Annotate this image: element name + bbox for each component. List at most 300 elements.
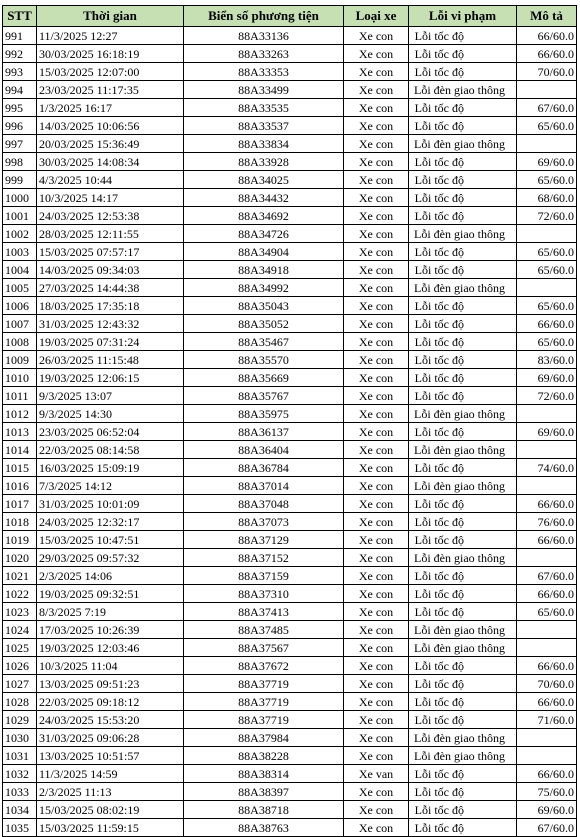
row-time: 15/03/2025 08:02:19: [37, 801, 184, 819]
row-plate: 88A34904: [184, 243, 344, 261]
row-violation: [409, 153, 517, 171]
row-time: 23/03/2025 11:17:35: [37, 81, 184, 99]
violation-label: Lỗi tốc độ: [414, 568, 464, 583]
row-plate: 88A35975: [184, 405, 344, 423]
row-vehicle-type: Xe con: [344, 441, 409, 459]
row-violation: [409, 45, 517, 63]
row-time: 15/03/2025 11:59:15: [37, 819, 184, 837]
table-row: [3, 675, 577, 693]
row-stt: 1015: [3, 459, 37, 477]
row-stt: 1020: [3, 549, 37, 567]
row-stt: 995: [3, 99, 37, 117]
row-description: [517, 621, 577, 639]
row-description: [517, 477, 577, 495]
row-plate: 88A33499: [184, 81, 344, 99]
table-header-row: [3, 6, 577, 27]
violation-label: Lỗi tốc độ: [414, 190, 464, 205]
table-row: [3, 549, 577, 567]
row-vehicle-type: Xe con: [344, 567, 409, 585]
table-row: [3, 531, 577, 549]
row-stt: 1014: [3, 441, 37, 459]
row-time: 31/03/2025 09:06:28: [37, 729, 184, 747]
row-plate: 88A37485: [184, 621, 344, 639]
row-stt: 1008: [3, 333, 37, 351]
row-plate: 88A34726: [184, 225, 344, 243]
table-row: [3, 117, 577, 135]
row-description: 67/60.0: [517, 819, 577, 837]
row-violation: [409, 63, 517, 81]
row-plate: 88A35052: [184, 315, 344, 333]
row-time: 24/03/2025 12:32:17: [37, 513, 184, 531]
row-violation: [409, 801, 517, 819]
row-violation: [409, 675, 517, 693]
row-violation: [409, 657, 517, 675]
row-stt: 1023: [3, 603, 37, 621]
row-plate: 88A37152: [184, 549, 344, 567]
row-plate: 88A33353: [184, 63, 344, 81]
row-plate: 88A33136: [184, 27, 344, 45]
row-plate: 88A37567: [184, 639, 344, 657]
row-time: 28/03/2025 12:11:55: [37, 225, 184, 243]
row-vehicle-type: Xe con: [344, 99, 409, 117]
violation-label: Lỗi đèn giao thông: [414, 226, 505, 241]
table-row: [3, 153, 577, 171]
row-plate: 88A33834: [184, 135, 344, 153]
table-row: [3, 135, 577, 153]
row-plate: 88A37048: [184, 495, 344, 513]
row-vehicle-type: Xe con: [344, 387, 409, 405]
row-time: 14/03/2025 09:34:03: [37, 261, 184, 279]
row-time: 11/3/2025 12:27: [37, 27, 184, 45]
row-plate: 88A33263: [184, 45, 344, 63]
row-violation: [409, 549, 517, 567]
violation-label: Lỗi tốc độ: [414, 352, 464, 367]
row-description: [517, 747, 577, 765]
row-stt: 1035: [3, 819, 37, 837]
row-violation: [409, 603, 517, 621]
row-time: 15/03/2025 10:47:51: [37, 531, 184, 549]
row-description: [517, 729, 577, 747]
row-stt: 993: [3, 63, 37, 81]
row-description: 66/60.0: [517, 531, 577, 549]
row-violation: [409, 207, 517, 225]
row-vehicle-type: Xe con: [344, 153, 409, 171]
row-time: 20/03/2025 15:36:49: [37, 135, 184, 153]
row-stt: 1019: [3, 531, 37, 549]
table-row: [3, 711, 577, 729]
row-plate: 88A34992: [184, 279, 344, 297]
row-stt: 1005: [3, 279, 37, 297]
table-row: [3, 63, 577, 81]
table-row: [3, 351, 577, 369]
row-stt: 1027: [3, 675, 37, 693]
row-violation: [409, 315, 517, 333]
row-description: 71/60.0: [517, 711, 577, 729]
row-violation: [409, 783, 517, 801]
row-vehicle-type: Xe con: [344, 621, 409, 639]
violation-label: Lỗi đèn giao thông: [414, 82, 505, 97]
row-stt: 1025: [3, 639, 37, 657]
row-violation: [409, 711, 517, 729]
row-vehicle-type: Xe con: [344, 639, 409, 657]
row-description: 74/60.0: [517, 459, 577, 477]
row-time: 24/03/2025 15:53:20: [37, 711, 184, 729]
row-description: [517, 81, 577, 99]
violation-label: Lỗi đèn giao thông: [414, 442, 505, 457]
violation-label: Lỗi đèn giao thông: [414, 622, 505, 637]
row-description: 83/60.0: [517, 351, 577, 369]
row-violation: [409, 225, 517, 243]
row-plate: 88A33928: [184, 153, 344, 171]
violation-label: Lỗi tốc độ: [414, 766, 464, 781]
row-plate: 88A37672: [184, 657, 344, 675]
row-description: 69/60.0: [517, 801, 577, 819]
row-description: 65/60.0: [517, 243, 577, 261]
row-description: 75/60.0: [517, 783, 577, 801]
row-stt: 1029: [3, 711, 37, 729]
table-row: [3, 441, 577, 459]
row-vehicle-type: Xe con: [344, 279, 409, 297]
table-row: [3, 279, 577, 297]
row-description: 70/60.0: [517, 63, 577, 81]
row-stt: 999: [3, 171, 37, 189]
row-stt: 1007: [3, 315, 37, 333]
row-stt: 994: [3, 81, 37, 99]
row-plate: 88A37310: [184, 585, 344, 603]
table-row: [3, 405, 577, 423]
row-vehicle-type: Xe con: [344, 531, 409, 549]
row-time: 8/3/2025 7:19: [37, 603, 184, 621]
violation-label: Lỗi tốc độ: [414, 820, 464, 835]
row-violation: [409, 99, 517, 117]
row-stt: 1004: [3, 261, 37, 279]
row-stt: 1022: [3, 585, 37, 603]
row-time: 16/03/2025 15:09:19: [37, 459, 184, 477]
table-row: [3, 315, 577, 333]
row-plate: 88A37014: [184, 477, 344, 495]
row-stt: 1013: [3, 423, 37, 441]
row-vehicle-type: Xe con: [344, 783, 409, 801]
row-plate: 88A36137: [184, 423, 344, 441]
row-stt: 1016: [3, 477, 37, 495]
table-row: [3, 423, 577, 441]
row-plate: 88A38228: [184, 747, 344, 765]
row-description: 67/60.0: [517, 99, 577, 117]
row-time: 1/3/2025 16:17: [37, 99, 184, 117]
table-row: [3, 333, 577, 351]
row-vehicle-type: Xe con: [344, 549, 409, 567]
row-description: [517, 135, 577, 153]
table-row: [3, 171, 577, 189]
table-row: [3, 801, 577, 819]
table-row: [3, 243, 577, 261]
row-description: 65/60.0: [517, 603, 577, 621]
row-time: 9/3/2025 14:30: [37, 405, 184, 423]
table-row: [3, 729, 577, 747]
row-description: 65/60.0: [517, 333, 577, 351]
row-plate: 88A35043: [184, 297, 344, 315]
row-plate: 88A37073: [184, 513, 344, 531]
row-stt: 991: [3, 27, 37, 45]
violation-label: Lỗi tốc độ: [414, 460, 464, 475]
row-vehicle-type: Xe con: [344, 297, 409, 315]
row-description: 70/60.0: [517, 675, 577, 693]
row-time: 17/03/2025 10:26:39: [37, 621, 184, 639]
row-vehicle-type: Xe con: [344, 333, 409, 351]
row-vehicle-type: Xe van: [344, 765, 409, 783]
table-row: [3, 99, 577, 117]
row-violation: [409, 333, 517, 351]
row-violation: [409, 27, 517, 45]
violation-label: Lỗi tốc độ: [414, 694, 464, 709]
row-vehicle-type: Xe con: [344, 207, 409, 225]
row-time: 11/3/2025 14:59: [37, 765, 184, 783]
row-time: 14/03/2025 10:06:56: [37, 117, 184, 135]
row-vehicle-type: Xe con: [344, 45, 409, 63]
table-row: [3, 513, 577, 531]
row-vehicle-type: Xe con: [344, 351, 409, 369]
row-plate: 88A33537: [184, 117, 344, 135]
row-vehicle-type: Xe con: [344, 603, 409, 621]
violation-label: Lỗi tốc độ: [414, 28, 464, 43]
violation-label: Lỗi tốc độ: [414, 802, 464, 817]
row-time: 18/03/2025 17:35:18: [37, 297, 184, 315]
row-time: 2/3/2025 11:13: [37, 783, 184, 801]
row-stt: 992: [3, 45, 37, 63]
violation-label: Lỗi đèn giao thông: [414, 478, 505, 493]
row-vehicle-type: Xe con: [344, 675, 409, 693]
row-description: [517, 225, 577, 243]
row-description: 69/60.0: [517, 369, 577, 387]
row-stt: 1011: [3, 387, 37, 405]
row-time: 10/3/2025 11:04: [37, 657, 184, 675]
row-plate: 88A33535: [184, 99, 344, 117]
row-violation: [409, 387, 517, 405]
row-vehicle-type: Xe con: [344, 261, 409, 279]
row-description: 65/60.0: [517, 171, 577, 189]
row-violation: [409, 441, 517, 459]
row-time: 10/3/2025 14:17: [37, 189, 184, 207]
row-description: 65/60.0: [517, 261, 577, 279]
row-vehicle-type: Xe con: [344, 315, 409, 333]
row-stt: 1018: [3, 513, 37, 531]
row-stt: 1034: [3, 801, 37, 819]
row-violation: [409, 621, 517, 639]
row-stt: 1026: [3, 657, 37, 675]
violation-label: Lỗi tốc độ: [414, 316, 464, 331]
table-row: [3, 369, 577, 387]
row-time: 4/3/2025 10:44: [37, 171, 184, 189]
row-time: 9/3/2025 13:07: [37, 387, 184, 405]
row-violation: [409, 567, 517, 585]
row-violation: [409, 585, 517, 603]
row-vehicle-type: Xe con: [344, 189, 409, 207]
row-violation: [409, 369, 517, 387]
row-stt: 1009: [3, 351, 37, 369]
row-time: 29/03/2025 09:57:32: [37, 549, 184, 567]
violation-label: Lỗi tốc độ: [414, 712, 464, 727]
row-stt: 1017: [3, 495, 37, 513]
row-vehicle-type: Xe con: [344, 729, 409, 747]
row-violation: [409, 171, 517, 189]
violation-label: Lỗi tốc độ: [414, 262, 464, 277]
violation-label: Lỗi tốc độ: [414, 298, 464, 313]
row-vehicle-type: Xe con: [344, 711, 409, 729]
table-row: [3, 45, 577, 63]
row-time: 22/03/2025 09:18:12: [37, 693, 184, 711]
table-row: [3, 585, 577, 603]
row-stt: 1031: [3, 747, 37, 765]
table-row: [3, 639, 577, 657]
violation-label: Lỗi tốc độ: [414, 208, 464, 223]
violation-table: [2, 5, 577, 837]
row-time: 15/03/2025 12:07:00: [37, 63, 184, 81]
row-description: 67/60.0: [517, 567, 577, 585]
row-violation: [409, 81, 517, 99]
row-plate: 88A35767: [184, 387, 344, 405]
row-description: 66/60.0: [517, 495, 577, 513]
row-description: 65/60.0: [517, 117, 577, 135]
table-row: [3, 27, 577, 45]
row-violation: [409, 693, 517, 711]
row-violation: [409, 513, 517, 531]
row-plate: 88A38763: [184, 819, 344, 837]
row-violation: [409, 279, 517, 297]
row-time: 26/03/2025 11:15:48: [37, 351, 184, 369]
row-time: 31/03/2025 10:01:09: [37, 495, 184, 513]
row-vehicle-type: Xe con: [344, 819, 409, 837]
row-description: [517, 639, 577, 657]
violation-label: Lỗi tốc độ: [414, 424, 464, 439]
row-stt: 1001: [3, 207, 37, 225]
row-description: 72/60.0: [517, 207, 577, 225]
row-vehicle-type: Xe con: [344, 171, 409, 189]
violation-label: Lỗi tốc độ: [414, 172, 464, 187]
row-plate: 88A37159: [184, 567, 344, 585]
row-plate: 88A37719: [184, 693, 344, 711]
row-stt: 1003: [3, 243, 37, 261]
violation-label: Lỗi đèn giao thông: [414, 730, 505, 745]
row-plate: 88A37984: [184, 729, 344, 747]
violation-label: Lỗi tốc độ: [414, 784, 464, 799]
violation-label: Lỗi đèn giao thông: [414, 136, 505, 151]
table-row: [3, 765, 577, 783]
row-violation: [409, 117, 517, 135]
violation-label: Lỗi đèn giao thông: [414, 550, 505, 565]
row-time: 27/03/2025 14:44:38: [37, 279, 184, 297]
row-time: 24/03/2025 12:53:38: [37, 207, 184, 225]
row-plate: 88A37719: [184, 711, 344, 729]
row-description: 68/60.0: [517, 189, 577, 207]
table-row: [3, 189, 577, 207]
row-violation: [409, 531, 517, 549]
row-stt: 1024: [3, 621, 37, 639]
row-description: 66/60.0: [517, 585, 577, 603]
row-vehicle-type: Xe con: [344, 693, 409, 711]
row-description: [517, 279, 577, 297]
header-plate: Biển số phương tiện: [184, 6, 344, 27]
violation-label: Lỗi đèn giao thông: [414, 640, 505, 655]
row-violation: [409, 189, 517, 207]
row-violation: [409, 351, 517, 369]
row-violation: [409, 747, 517, 765]
table-row: [3, 603, 577, 621]
row-vehicle-type: Xe con: [344, 81, 409, 99]
row-plate: 88A36404: [184, 441, 344, 459]
row-vehicle-type: Xe con: [344, 405, 409, 423]
violation-label: Lỗi tốc độ: [414, 514, 464, 529]
row-plate: 88A37719: [184, 675, 344, 693]
row-time: 22/03/2025 08:14:58: [37, 441, 184, 459]
row-description: 69/60.0: [517, 153, 577, 171]
row-stt: 1032: [3, 765, 37, 783]
header-stt: STT: [3, 6, 37, 27]
row-vehicle-type: Xe con: [344, 477, 409, 495]
row-stt: 996: [3, 117, 37, 135]
table-row: [3, 567, 577, 585]
row-time: 19/03/2025 07:31:24: [37, 333, 184, 351]
row-violation: [409, 819, 517, 837]
row-vehicle-type: Xe con: [344, 225, 409, 243]
violation-label: Lỗi tốc độ: [414, 244, 464, 259]
row-time: 30/03/2025 14:08:34: [37, 153, 184, 171]
row-plate: 88A37129: [184, 531, 344, 549]
violation-label: Lỗi tốc độ: [414, 334, 464, 349]
violation-label: Lỗi đèn giao thông: [414, 280, 505, 295]
row-description: 66/60.0: [517, 27, 577, 45]
row-vehicle-type: Xe con: [344, 63, 409, 81]
table-row: [3, 207, 577, 225]
table-row: [3, 81, 577, 99]
row-time: 30/03/2025 16:18:19: [37, 45, 184, 63]
row-time: 23/03/2025 06:52:04: [37, 423, 184, 441]
table-row: [3, 819, 577, 837]
row-stt: 1033: [3, 783, 37, 801]
row-description: 66/60.0: [517, 657, 577, 675]
violation-label: Lỗi tốc độ: [414, 604, 464, 619]
row-plate: 88A34432: [184, 189, 344, 207]
table-row: [3, 261, 577, 279]
row-time: 31/03/2025 12:43:32: [37, 315, 184, 333]
violation-label: Lỗi tốc độ: [414, 64, 464, 79]
row-plate: 88A34692: [184, 207, 344, 225]
row-description: [517, 549, 577, 567]
row-stt: 1010: [3, 369, 37, 387]
row-stt: 1030: [3, 729, 37, 747]
row-stt: 1012: [3, 405, 37, 423]
row-description: 69/60.0: [517, 423, 577, 441]
row-violation: [409, 405, 517, 423]
row-stt: 1006: [3, 297, 37, 315]
table-row: [3, 495, 577, 513]
header-time: Thời gian: [37, 6, 184, 27]
violation-label: Lỗi tốc độ: [414, 154, 464, 169]
row-vehicle-type: Xe con: [344, 459, 409, 477]
row-time: 2/3/2025 14:06: [37, 567, 184, 585]
row-vehicle-type: Xe con: [344, 585, 409, 603]
row-time: 19/03/2025 09:32:51: [37, 585, 184, 603]
row-violation: [409, 297, 517, 315]
row-vehicle-type: Xe con: [344, 135, 409, 153]
row-description: 76/60.0: [517, 513, 577, 531]
row-vehicle-type: Xe con: [344, 513, 409, 531]
table-row: [3, 747, 577, 765]
violation-label: Lỗi tốc độ: [414, 586, 464, 601]
row-plate: 88A37413: [184, 603, 344, 621]
row-time: 13/03/2025 09:51:23: [37, 675, 184, 693]
row-stt: 1002: [3, 225, 37, 243]
row-violation: [409, 765, 517, 783]
